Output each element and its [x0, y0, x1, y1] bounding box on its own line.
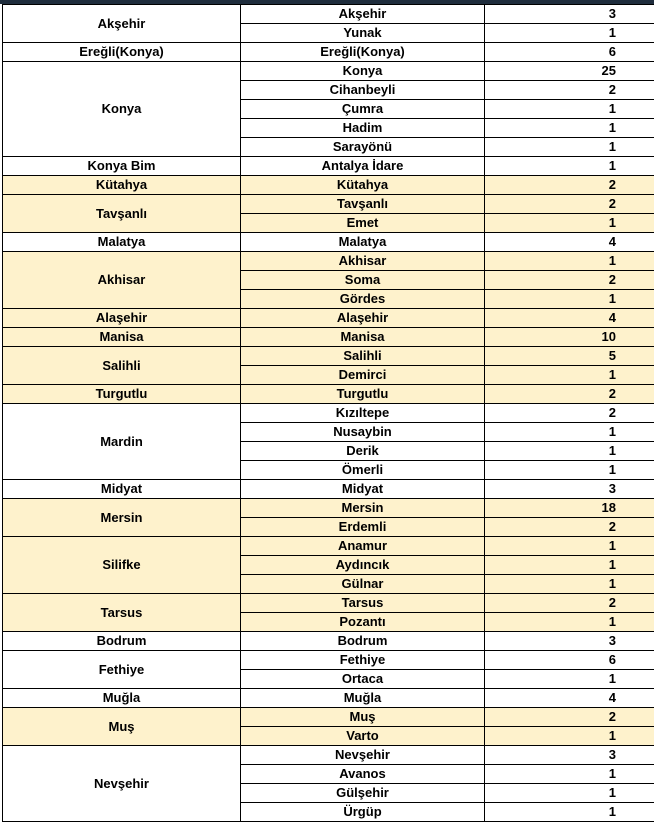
count-cell: 6 — [485, 43, 654, 62]
count-cell: 2 — [485, 385, 654, 404]
count-cell: 2 — [485, 594, 654, 613]
count-cell: 1 — [485, 765, 654, 784]
district-cell: Manisa — [241, 328, 485, 347]
table-row — [3, 385, 654, 404]
district-cell: Erdemli — [241, 518, 485, 537]
district-cell: Midyat — [241, 480, 485, 499]
table-row — [3, 43, 654, 62]
table-row — [3, 176, 654, 195]
district-cell: Mersin — [241, 499, 485, 518]
district-cell: Malatya — [241, 233, 485, 252]
count-cell: 1 — [485, 100, 654, 119]
count-cell: 1 — [485, 727, 654, 746]
district-cell: Ereğli(Konya) — [241, 43, 485, 62]
district-cell: Anamur — [241, 537, 485, 556]
district-cell: Varto — [241, 727, 485, 746]
group-cell: Kütahya — [3, 176, 241, 195]
group-cell: Turgutlu — [3, 385, 241, 404]
district-cell: Akşehir — [241, 5, 485, 24]
table-row — [3, 689, 654, 708]
count-cell: 1 — [485, 252, 654, 271]
count-cell: 2 — [485, 518, 654, 537]
district-cell: Salihli — [241, 347, 485, 366]
group-cell: Akşehir — [3, 5, 241, 43]
count-cell: 6 — [485, 651, 654, 670]
district-cell: Gördes — [241, 290, 485, 309]
count-cell: 1 — [485, 138, 654, 157]
count-cell: 25 — [485, 62, 654, 81]
district-cell: Pozantı — [241, 613, 485, 632]
count-cell: 2 — [485, 271, 654, 290]
count-cell: 1 — [485, 24, 654, 43]
count-cell: 3 — [485, 480, 654, 499]
group-cell: Mardin — [3, 404, 241, 480]
count-cell: 1 — [485, 556, 654, 575]
table-row — [3, 537, 654, 556]
count-cell: 2 — [485, 708, 654, 727]
group-cell: Konya — [3, 62, 241, 157]
group-cell: Tavşanlı — [3, 195, 241, 233]
district-cell: Yunak — [241, 24, 485, 43]
district-cell: Antalya İdare — [241, 157, 485, 176]
count-cell: 10 — [485, 328, 654, 347]
group-cell: Tarsus — [3, 594, 241, 632]
district-cell: Avanos — [241, 765, 485, 784]
district-cell: Nevşehir — [241, 746, 485, 765]
district-cell: Soma — [241, 271, 485, 290]
district-cell: Ortaca — [241, 670, 485, 689]
group-cell: Malatya — [3, 233, 241, 252]
district-cell: Hadim — [241, 119, 485, 138]
table-row — [3, 252, 654, 271]
count-cell: 1 — [485, 290, 654, 309]
district-cell: Bodrum — [241, 632, 485, 651]
group-cell: Silifke — [3, 537, 241, 594]
count-cell: 1 — [485, 537, 654, 556]
table-body — [3, 5, 654, 822]
district-cell: Kütahya — [241, 176, 485, 195]
count-cell: 2 — [485, 195, 654, 214]
district-cell: Cihanbeyli — [241, 81, 485, 100]
table-row — [3, 328, 654, 347]
district-cell: Fethiye — [241, 651, 485, 670]
district-cell: Ürgüp — [241, 803, 485, 822]
count-cell: 2 — [485, 176, 654, 195]
count-cell: 4 — [485, 689, 654, 708]
count-cell: 1 — [485, 461, 654, 480]
group-cell: Akhisar — [3, 252, 241, 309]
count-cell: 4 — [485, 233, 654, 252]
count-cell: 2 — [485, 404, 654, 423]
group-cell: Ereğli(Konya) — [3, 43, 241, 62]
group-cell: Nevşehir — [3, 746, 241, 822]
district-cell: Konya — [241, 62, 485, 81]
count-cell: 1 — [485, 119, 654, 138]
table-row — [3, 233, 654, 252]
count-cell: 1 — [485, 442, 654, 461]
district-cell: Kızıltepe — [241, 404, 485, 423]
group-cell: Konya Bim — [3, 157, 241, 176]
table-row — [3, 746, 654, 765]
district-table — [2, 4, 654, 822]
group-cell: Muş — [3, 708, 241, 746]
group-cell: Bodrum — [3, 632, 241, 651]
table-row — [3, 632, 654, 651]
table-row — [3, 499, 654, 518]
district-cell: Demirci — [241, 366, 485, 385]
count-cell: 1 — [485, 575, 654, 594]
district-cell: Muğla — [241, 689, 485, 708]
count-cell: 5 — [485, 347, 654, 366]
district-cell: Aydıncık — [241, 556, 485, 575]
table-row — [3, 594, 654, 613]
table-row — [3, 195, 654, 214]
count-cell: 1 — [485, 670, 654, 689]
district-cell: Sarayönü — [241, 138, 485, 157]
table-row — [3, 309, 654, 328]
table-row — [3, 157, 654, 176]
district-cell: Akhisar — [241, 252, 485, 271]
table-row — [3, 5, 654, 24]
district-cell: Turgutlu — [241, 385, 485, 404]
table-row — [3, 651, 654, 670]
table-row — [3, 404, 654, 423]
district-cell: Alaşehir — [241, 309, 485, 328]
count-cell: 4 — [485, 309, 654, 328]
count-cell: 1 — [485, 214, 654, 233]
table-row — [3, 62, 654, 81]
count-cell: 3 — [485, 746, 654, 765]
district-cell: Çumra — [241, 100, 485, 119]
group-cell: Salihli — [3, 347, 241, 385]
district-cell: Tarsus — [241, 594, 485, 613]
count-cell: 1 — [485, 366, 654, 385]
count-cell: 3 — [485, 5, 654, 24]
district-cell: Gülnar — [241, 575, 485, 594]
group-cell: Midyat — [3, 480, 241, 499]
count-cell: 1 — [485, 803, 654, 822]
table-row — [3, 480, 654, 499]
count-cell: 1 — [485, 784, 654, 803]
district-cell: Emet — [241, 214, 485, 233]
count-cell: 2 — [485, 81, 654, 100]
table-row — [3, 347, 654, 366]
district-cell: Tavşanlı — [241, 195, 485, 214]
count-cell: 3 — [485, 632, 654, 651]
group-cell: Fethiye — [3, 651, 241, 689]
count-cell: 1 — [485, 157, 654, 176]
district-cell: Nusaybin — [241, 423, 485, 442]
district-cell: Muş — [241, 708, 485, 727]
count-cell: 18 — [485, 499, 654, 518]
group-cell: Mersin — [3, 499, 241, 537]
group-cell: Manisa — [3, 328, 241, 347]
district-cell: Gülşehir — [241, 784, 485, 803]
district-cell: Ömerli — [241, 461, 485, 480]
count-cell: 1 — [485, 613, 654, 632]
district-cell: Derik — [241, 442, 485, 461]
group-cell: Alaşehir — [3, 309, 241, 328]
group-cell: Muğla — [3, 689, 241, 708]
count-cell: 1 — [485, 423, 654, 442]
table-row — [3, 708, 654, 727]
